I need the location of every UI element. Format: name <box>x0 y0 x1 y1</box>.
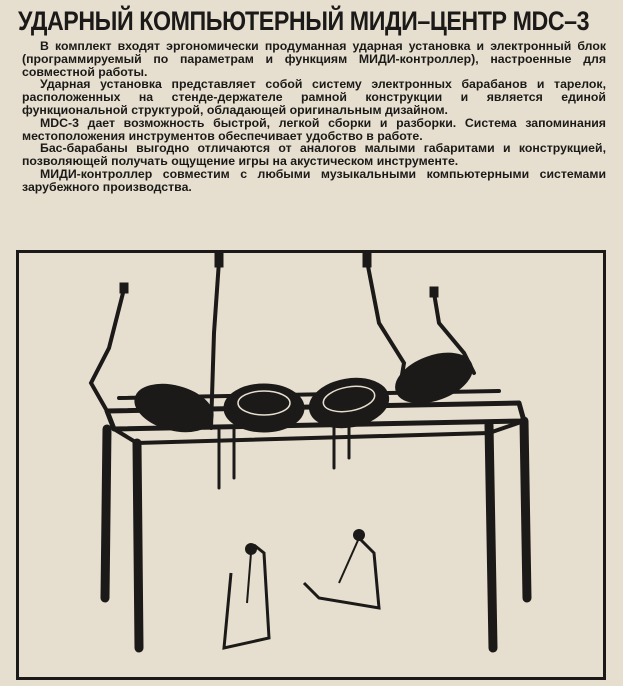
paragraph: Бас-барабаны выгодно отличаются от аналогов малыми габаритами и конструкцией, позволяющей получать ощущение игры на акустическом инструменте. <box>22 141 606 169</box>
rack-leg <box>105 429 107 598</box>
article-body <box>22 40 606 194</box>
bass-pedal <box>304 538 379 608</box>
cymbal-arm <box>211 261 219 428</box>
bass-pedal <box>224 545 269 648</box>
paragraph: МИДИ-контроллер совместим с любыми музыкальными компьютерными системами зарубежного производства. <box>22 166 606 194</box>
stand-clamp <box>215 253 223 267</box>
pedal-beater-head <box>353 529 365 541</box>
paragraph: Ударная установка представляет собой систему электронных барабанов и тарелок, расположенных на стенде-держателе рамной конструкции и является единой функциональной структурой, обладающей оригинальным дизайном. <box>22 77 606 117</box>
paragraph: MDC-3 дает возможность быстрой, легкой сборки и разборки. Система запоминания местоположения инструментов обеспечивает удобство в работе. <box>22 115 606 143</box>
rack-leg <box>524 421 527 598</box>
bass-pedal-beater <box>247 553 251 603</box>
cymbal-arm <box>91 289 124 411</box>
rack-leg <box>489 425 493 648</box>
rack-post <box>219 423 349 488</box>
paragraph: В комплект входят эргономически продуманная ударная установка и электронный блок (программируемый по параметрам и функциям МИДИ-контроллер), настроенные для совместной работы. <box>22 39 606 79</box>
cymbal-arm <box>367 261 404 393</box>
stand-clamp <box>363 253 371 267</box>
rack-leg <box>137 443 139 648</box>
stand-clamp <box>430 287 438 297</box>
pedal-beater-head <box>245 543 257 555</box>
bass-pedal-beater <box>339 538 359 583</box>
drum-kit-drawing <box>19 253 603 677</box>
stand-clamp <box>120 283 128 293</box>
drum-kit-illustration <box>16 250 606 680</box>
article-title: УДАРНЫЙ КОМПЬЮТЕРНЫЙ МИДИ–ЦЕНТР MDC–3 <box>18 6 590 36</box>
